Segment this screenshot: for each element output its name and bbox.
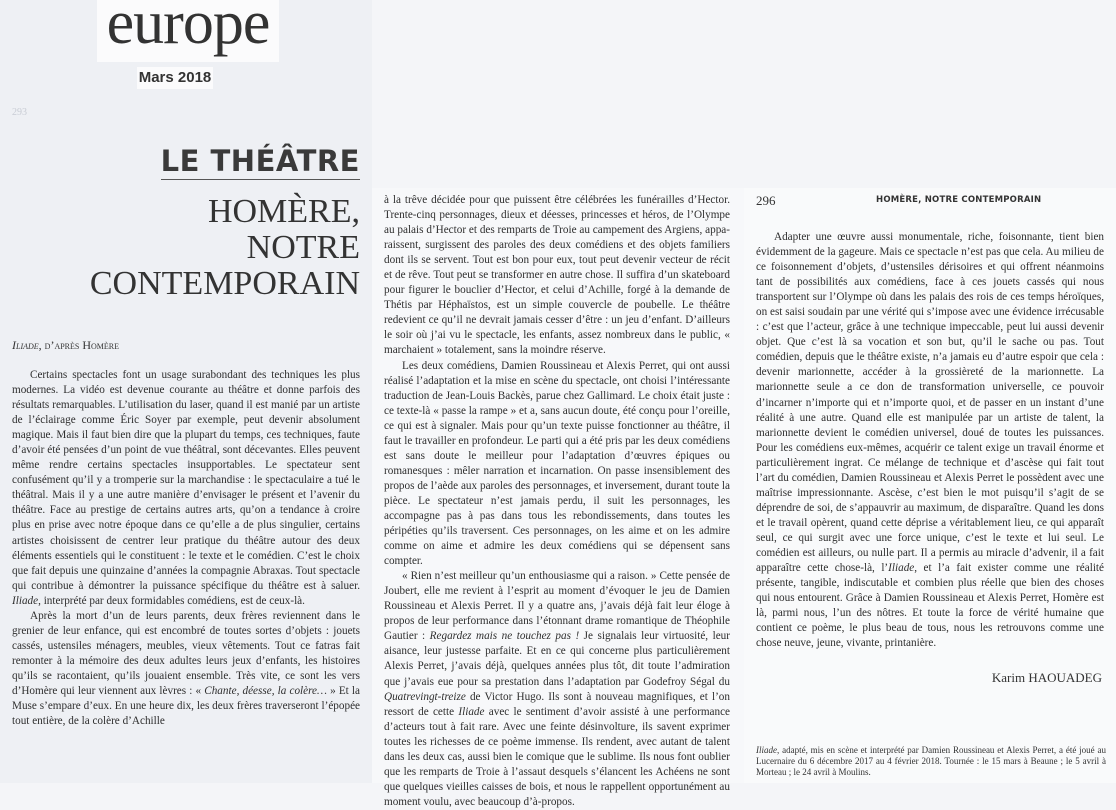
article-title: [0, 194, 360, 302]
column1-text: [12, 368, 360, 729]
article-title-line2: NOTRE CONTEMPORAIN: [89, 229, 360, 302]
column-right: [744, 0, 1116, 783]
running-title: HOMÈRE, NOTRE CONTEMPORAIN: [876, 195, 1042, 205]
paragraph: Certains spectacles font un usage surabondant des techniques les plus modernes. La vidéo est devenue courante au théâtre et donne parfois des résultats remarquables. L’utilisation du laser, quand il est manié par un artiste de l’éclairage comme Éric Soyer par exemple, peut devenir absolument magique. Mais il faut bien dire que la plupart du temps, ces techniques, faute d’avoir été pensées d’un point de vue théâtral, sont décevantes. Elles peuvent même rendre certains spectacles insupportables. Le spectateur sent confusément qu’il y a tromperie sur la marchandise : le spectaculaire a tué le théâtral. Mais il y a une autre manière d’envisager le présent et l’avenir du théâtre. Face au prestige de certains autres arts, qu’on a tendance à croire plus en prise avec notre époque dans ce qu’elle a de plus singulier, certains artistes choisissent de centrer leur pratique du théâtre autour des deux éléments essentiels qui le constituent : le texte et le comédien. C’est le choix que fait depuis une quinzaine d’années la compagnie Abraxas. Tout spectacle qui contribue à démontrer la puissance spécifique du théâtre est à saluer. Iliade, interprété par deux formidables comédiens, est de ceux-là.: [12, 369, 360, 607]
subheading-work-title: Iliade: [12, 338, 39, 352]
paragraph: Après la mort d’un de leurs parents, deux frères reviennent dans le grenier de leur enfance, qui est encombré de toutes sortes d’objets : jouets cassés, ustensiles ménagers, meubles, vieux vêtements. Tout ce fatras fait remonter à la mémoire des deux adultes leurs jeux d’enfants, les histoires qu’ils se racontaient, qu’ils jouaient ensemble. Très vite, ce sont les vers d’Homère qui leur viennent aux lèvres : « Chante, déesse, la colère… » Et la Muse s’empare d’eux. En une heure dix, les deux frères traverseront l’épopée tout entière, de la colère d’Achille: [12, 609, 360, 728]
issue-date: Mars 2018: [137, 67, 213, 89]
column-left: [0, 0, 372, 783]
magazine-logo: europe: [106, 0, 270, 57]
production-footnote: Iliade, adapté, mis en scène et interprété par Damien Roussineau et Alexis Perret, a été joué au Lucernaire du 6 décembre 2017 au 4 février 2018. Tournée : le 15 mars à Beaune ; le 5 avril à Morteau ; le 24 avril à Moulins.: [756, 745, 1106, 777]
author-signature: Karim HAOUADEG: [991, 670, 1102, 685]
paragraph: Les deux comédiens, Damien Roussineau et Alexis Perret, qui ont aussi réalisé l’adaptation et la mise en scène du spectacle, ont choisi l’intéressante traduction de Jean-Louis Backès, parue chez Gallimard. Le choix était juste : ce texte-là « passe la rampe » et a, sans aucun doute, été conçu pour l’oreille, ce qui est à signaler. Mais pour qu’un texte puisse fonctionner au théâtre, il faut le travailler en profondeur. Le parti qui a été pris par les deux comédiens est sans doute le meilleur pour l’adaptation d’œuvres épiques ou romanesques : mêler narration et incarnation. On passe insensiblement des propos de l’aède aux paroles des personnages, et inversement, durant toute la pièce. Le spectateur n’est jamais perdu, il suit les personnages, les accompagne pas à pas dans tous les rebondissements, dans toutes les péripéties qu’ils traversent. Ces personnages, on les aime et on les admire comme on aime et admire les deux comédiens qui se dépensent sans compter.: [384, 359, 730, 568]
page-number: 296: [756, 193, 776, 208]
column-middle: [372, 0, 744, 808]
section-title: LE THÉÂTRE: [160, 144, 360, 178]
paragraph: à la trêve décidée pour que puissent être célébrées les funérailles d’Hector. Trente-cinq personnages, dieux et déesses, princesses et héros, de l’Olympe au palais d’Hector et des remparts de Troie au campement des Argiens, apparaissent, surgissent des paroles des deux comédiens et des objets familiers dont ils se servent. Tout est bon pour eux, tout peut devenir vecteur de récit et de rêve. Tout peut se transformer en autre chose. Il suffira d’un skateboard pour figurer le bouclier d’Hector, et celui d’Achille, forgé à la demande de Thétis par Héphaïstos, est un simple couvercle de poubelle. Le théâtre redevient ce qu’il ne devrait jamais cesser d’être : un jeu d’enfant. D’ailleurs le soir où j’ai vu le spectacle, les enfants, assez nombreux dans le public, « marchaient » totalement, sans la moindre réserve.: [384, 194, 730, 357]
article-subheading: [12, 338, 119, 353]
column3-text: [756, 230, 1104, 651]
article-title-line1: HOMÈRE,: [207, 193, 360, 230]
subheading-author: , d’après Homère: [38, 338, 120, 352]
paragraph: « Rien n’est meilleur qu’un enthousiasme qui a raison. » Cette pensée de Joubert, elle me revient à l’esprit au moment d’évoquer le jeu de Damien Roussineau et Alexis Perret. Il y a quatre ans, j’avais déjà fait leur éloge à propos de leur performance dans l’étonnant drame romantique de Théophile Gautier : Regardez mais ne touchez pas ! Je signalais leur virtuosité, leur aisance, leur justesse parfaite. Et en ce qui concerne plus particulièrement Alexis Perret, j’avais déjà, quelques années plus tôt, dit toute l’admiration que j’avais eue pour sa prestation dans l’adaptation par Godefroy Ségal du Quatrevingt-treize de Victor Hugo. Ils sont à nouveau magnifiques, et l’on ressort de cette Iliade avec le sentiment d’avoir assisté à une performance d’acteurs tout à fait rare. Avec une feinte désinvolture, ils savent exprimer toutes les richesses de ce poème immense. Ils rendent, avec autant de talent dans les deux cas, aussi bien le comique que le sublime. Ils nous font oublier que les remparts de Troie à l’assaut desquels s’élancent les Achéens ne sont que quelques vieilles caisses de bois, et nous le rappellent opportunément au moment voulu, avec beaucoup d’à-propos.: [384, 570, 731, 808]
running-head: [756, 193, 1104, 209]
column2-text: [384, 193, 730, 810]
paragraph: Adapter une œuvre aussi monumentale, riche, foisonnante, tient bien évidemment de la gageure. Mais ce spectacle n’est pas que cela. Au milieu de ce foisonnement d’objets, d’ustensiles dérisoires et qui offrent néanmoins tant de possibilités aux comédiens, face à ces jouets cassés qui nous transportent sur l’Olympe où dans les palais des rois de ces temps héroïques, on est saisi soudain par une vérité qui s’impose avec une évidence irrécusable : c’est que l’acteur, grâce à une technique impeccable, peut lui aussi devenir objet. Que c’est là sa vocation et son but, qu’il le sache ou pas. Tout comédien, depuis que le théâtre existe, n’a jamais eu d’autre espoir que cela : devenir marionnette, accéder à la grossièreté de la marionnette. La marionnette seule a ce don de transformation universelle, ce pouvoir d’incarner n’importe qui et n’importe quoi, et de passer en un instant d’une réalité à une autre. Quand elle est manipulée par un artiste de talent, la marionnette devient le comédien universel, doué de toutes les puissances. Pour les comédiens eux-mêmes, acquérir ce talent exige un travail énorme et particulièrement ingrat. Ce mélange de technique et d’ascèse qui fait tout l’art du comédien, Damien Roussineau et Alexis Perret le possèdent avec une maîtrise impressionnante. Ascèse, c’est bien le mot puisqu’il s’agit de se déprendre de soi, de s’appauvrir au maximum, de disparaître. Quand les dons et le travail opèrent, quand cette déprise a véritablement lieu, ce qui apparaît seul, ce qui surgit avec une force unique, c’est le texte et lui seul. Le comédien est ailleurs, ou nulle part. Il a permis au miracle d’advenir, il a fait apparaître cette chose-là, l’Iliade, et l’a fait exister comme une réalité présente, tangible, indiscutable et combien plus réelle que bien des choses qui nous entourent. Grâce à Damien Roussineau et Alexis Perret, Homère est là, parmi nous, l’un des nôtres. Et toute la force de vérité humaine que contient ce poème, le plus beau de tous, nous les retrouvons comme une chose neuve, jeune, vivante, printanière.: [756, 231, 1104, 650]
bleed-through-page-number: 293: [12, 107, 27, 118]
masthead: [97, 0, 279, 62]
